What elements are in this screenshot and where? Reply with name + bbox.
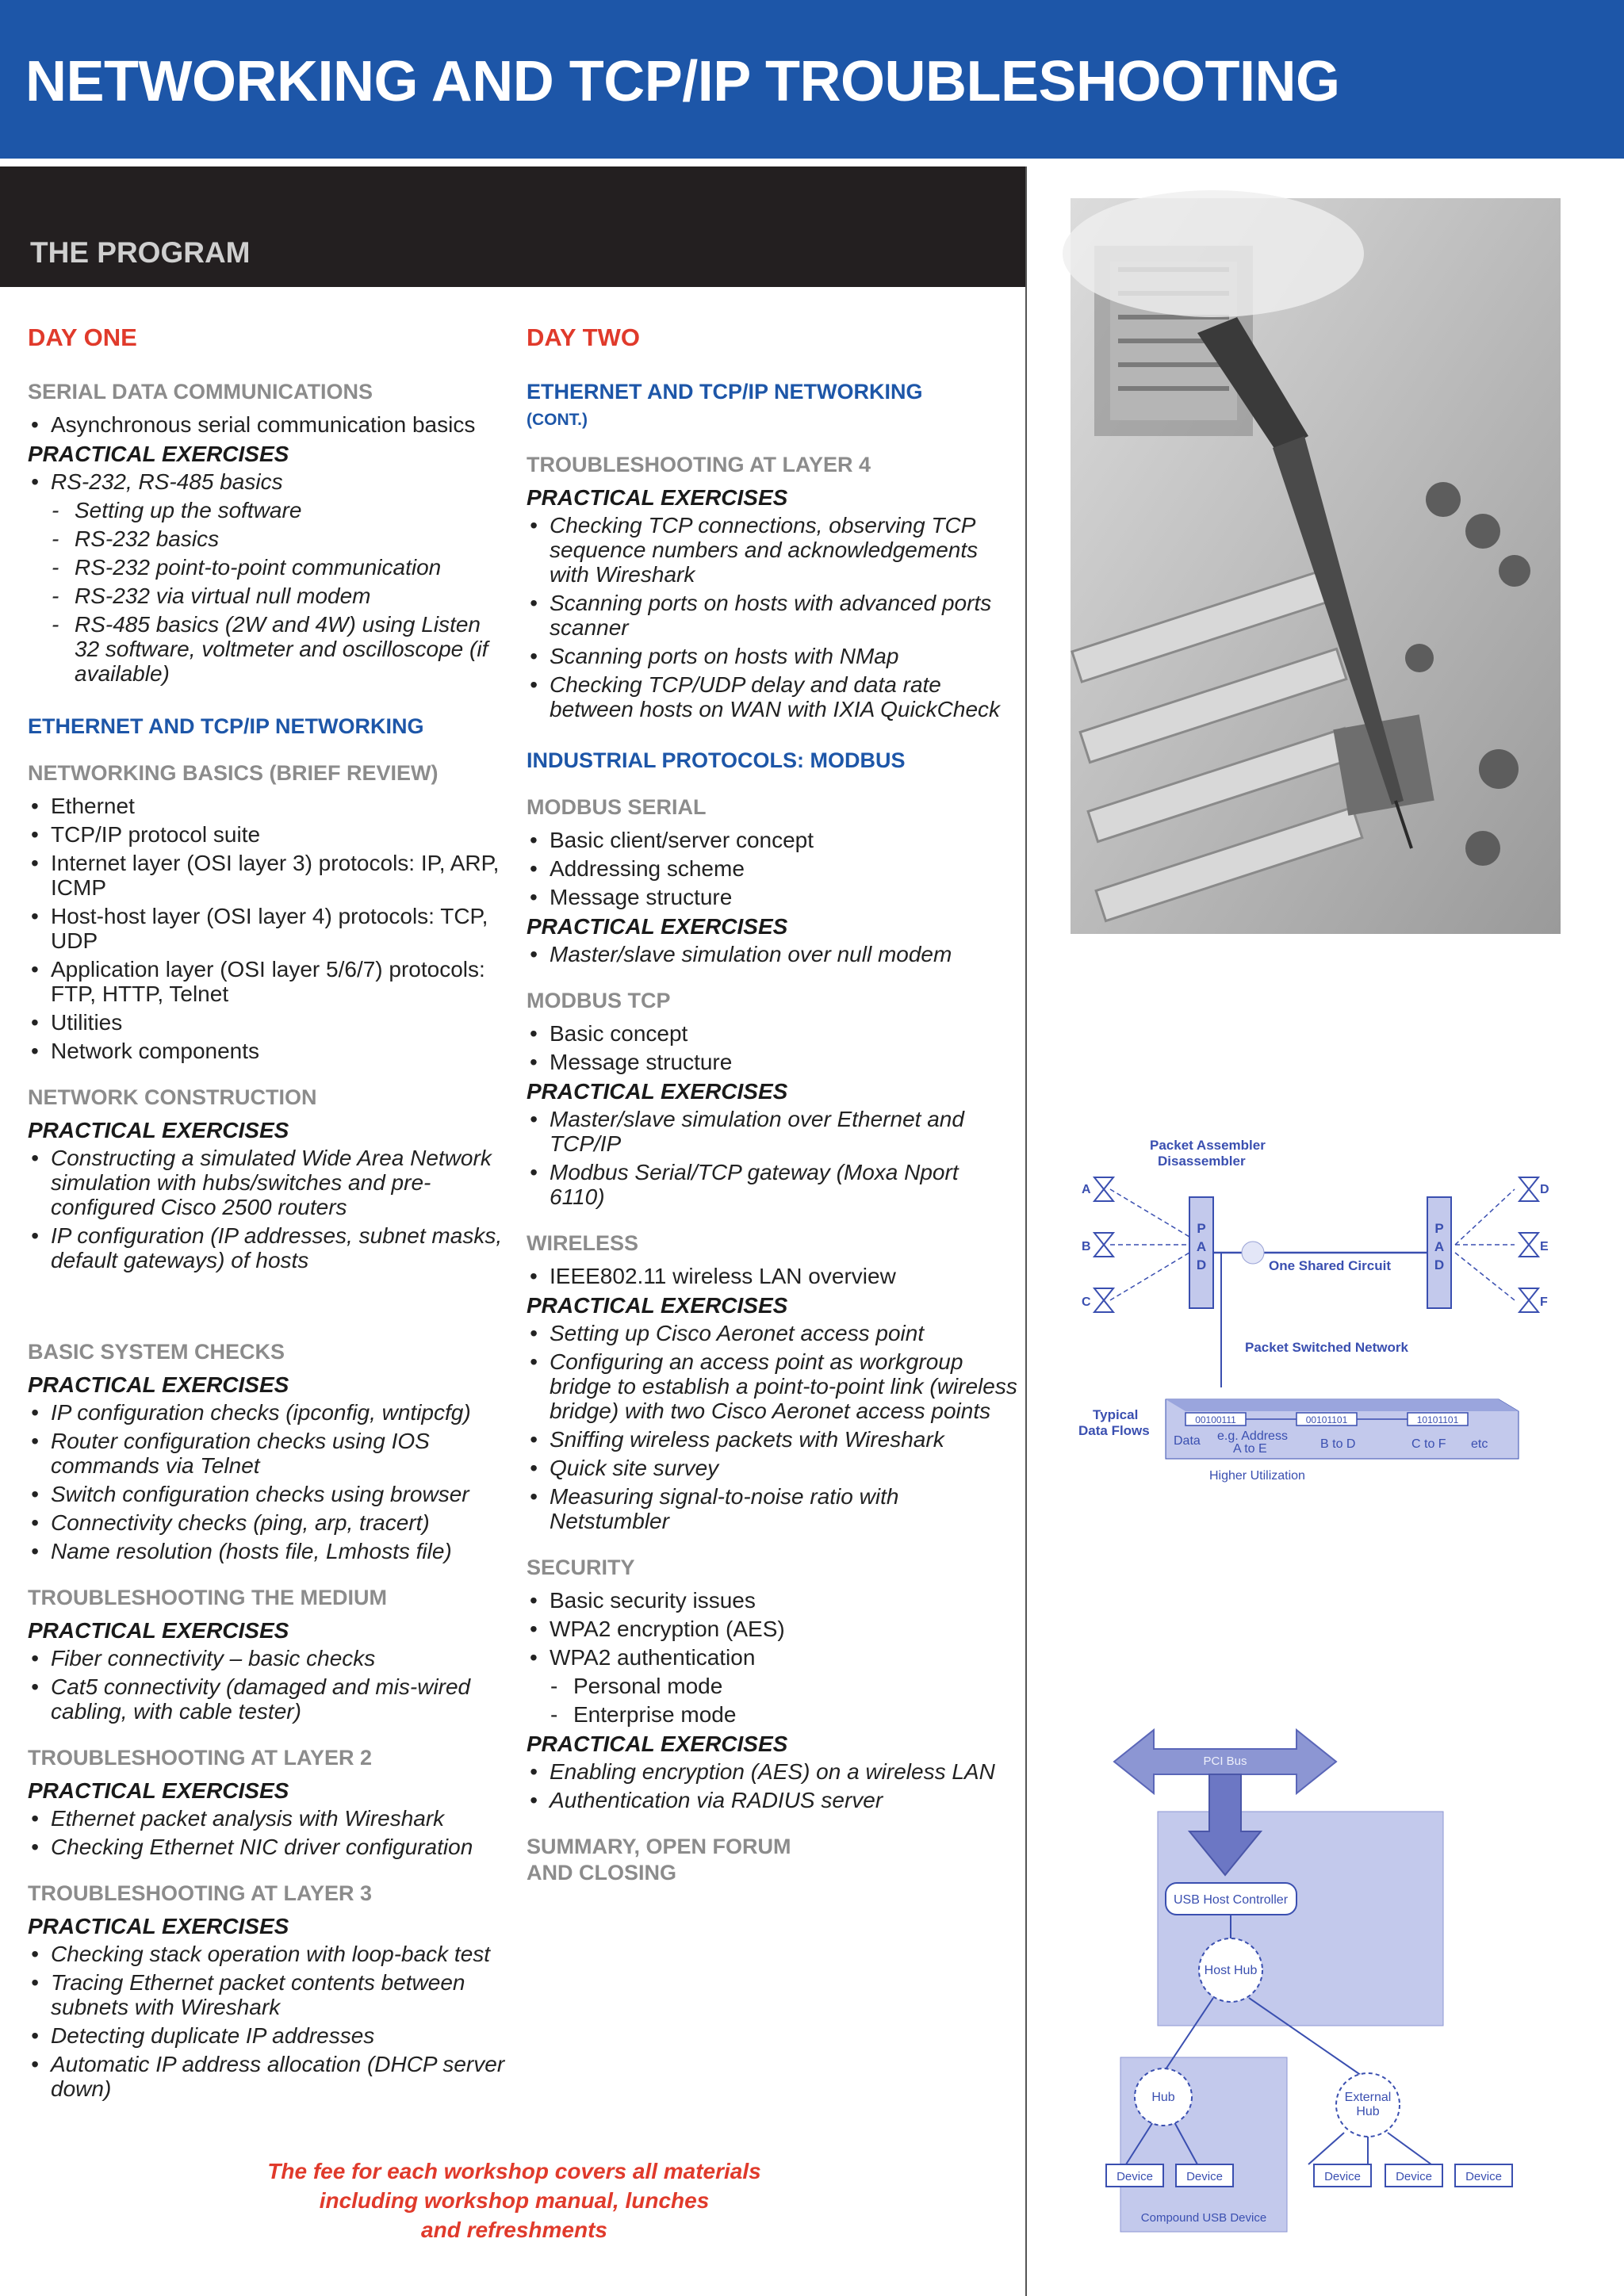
security-heading: SECURITY — [527, 1556, 635, 1579]
list-item: • Scanning ports on hosts with NMap — [527, 644, 1018, 668]
list-item: • Addressing scheme — [527, 856, 1018, 881]
checks-heading: BASIC SYSTEM CHECKS — [28, 1340, 285, 1364]
practical-exercises-label: PRACTICAL EXERCISES — [527, 485, 788, 510]
list-subitem: - RS-232 basics — [28, 526, 508, 551]
list-item: • Basic concept — [527, 1021, 1018, 1046]
pad-letter: A — [1434, 1239, 1445, 1254]
packet-bits: 00101101 — [1305, 1414, 1348, 1425]
day-one-column — [28, 325, 508, 2105]
list-item: • Network components — [28, 1039, 508, 1063]
wireless-heading: WIRELESS — [527, 1231, 639, 1255]
route-label: etc — [1471, 1437, 1488, 1451]
modbus-serial-heading: MODBUS SERIAL — [527, 795, 707, 819]
list-item: • IEEE802.11 wireless LAN overview — [527, 1264, 1018, 1288]
list-item: • Measuring signal-to-noise ratio with Netstumbler — [527, 1484, 1018, 1533]
checks-list — [28, 1400, 508, 1563]
program-label: THE PROGRAM — [30, 236, 251, 269]
wireless-list — [527, 1264, 1018, 1288]
shared-circuit-label: One Shared Circuit — [1269, 1258, 1391, 1273]
device-label: Device — [1396, 2170, 1432, 2183]
serial-exercise-list — [28, 469, 508, 686]
list-item: • WPA2 encryption (AES) — [527, 1617, 1018, 1641]
list-item: • Application layer (OSI layer 5/6/7) protocols: FTP, HTTP, Telnet — [28, 957, 508, 1006]
header-banner — [0, 0, 1624, 159]
typical-label: Typical — [1093, 1407, 1139, 1422]
list-item: • Master/slave simulation over Ethernet and TCP/IP — [527, 1107, 1018, 1156]
modbus-serial-list — [527, 828, 1018, 909]
packet-network-diagram — [1071, 1126, 1549, 1522]
ethernet-heading: ETHERNET AND TCP/IP NETWORKING — [28, 714, 424, 738]
day-two-column — [527, 325, 1018, 1893]
host-hub-label: Host Hub — [1204, 1964, 1258, 1977]
external-hub-label: Hub — [1356, 2105, 1380, 2118]
layer4-heading: TROUBLESHOOTING AT LAYER 4 — [527, 453, 871, 476]
list-subitem: - RS-232 via virtual null modem — [28, 584, 508, 608]
list-item: • Ethernet — [28, 794, 508, 818]
medium-heading: TROUBLESHOOTING THE MEDIUM — [28, 1586, 387, 1609]
list-item: • Sniffing wireless packets with Wireshark — [527, 1427, 1018, 1452]
device-label: Device — [1465, 2170, 1502, 2183]
summary-heading-line2: AND CLOSING — [527, 1861, 676, 1885]
layer3-list — [28, 1942, 508, 2101]
external-hub-label: External — [1344, 2091, 1392, 2104]
list-item: • Setting up Cisco Aeronet access point — [527, 1321, 1018, 1345]
node-label: C — [1082, 1295, 1091, 1309]
modbus-tcp-list — [527, 1021, 1018, 1074]
list-item: • WPA2 authentication — [527, 1645, 1018, 1670]
layer4-list — [527, 513, 1018, 721]
list-item: • Switch configuration checks using browser — [28, 1482, 508, 1506]
device-label: Device — [1186, 2170, 1223, 2183]
list-subitem: - RS-232 point-to-point communication — [28, 555, 508, 580]
list-item: • Basic client/server concept — [527, 828, 1018, 852]
pad-title: Packet Assembler — [1150, 1138, 1266, 1153]
list-item: • Checking TCP connections, observing TCP sequence numbers and acknowledgements with Wireshark — [527, 513, 1018, 587]
list-item: • Message structure — [527, 1050, 1018, 1074]
security-exercise-list — [527, 1759, 1018, 1812]
host-controller-label: USB Host Controller — [1173, 1893, 1289, 1907]
pad-title: Disassembler — [1158, 1154, 1246, 1169]
list-item: • Fiber connectivity – basic checks — [28, 1646, 508, 1670]
day-one-title: DAY ONE — [28, 323, 137, 351]
pad-letter: P — [1197, 1221, 1206, 1236]
node-label: E — [1540, 1240, 1549, 1253]
list-subitem: - Setting up the software — [28, 498, 508, 522]
closing-line: The fee for each workshop covers all materials — [267, 2159, 761, 2183]
basics-heading: NETWORKING BASICS (BRIEF REVIEW) — [28, 761, 439, 785]
list-item: • Detecting duplicate IP addresses — [28, 2023, 508, 2048]
construction-heading: NETWORK CONSTRUCTION — [28, 1085, 317, 1109]
route-label: B to D — [1320, 1437, 1356, 1451]
medium-list — [28, 1646, 508, 1724]
list-item: • Message structure — [527, 885, 1018, 909]
cont-label: (CONT.) — [527, 411, 588, 429]
closing-line: and refreshments — [421, 2218, 607, 2242]
page-title: NETWORKING AND TCP/IP TROUBLESHOOTING — [25, 50, 1340, 113]
layer3-heading: TROUBLESHOOTING AT LAYER 3 — [28, 1881, 373, 1905]
node-label: A — [1082, 1183, 1091, 1196]
list-item: • Checking stack operation with loop-back test — [28, 1942, 508, 1966]
list-item: • RS-232, RS-485 basics — [28, 469, 508, 494]
pad-letter: P — [1434, 1221, 1444, 1236]
practical-exercises-label: PRACTICAL EXERCISES — [28, 1118, 289, 1142]
serial-list — [28, 412, 508, 437]
layer2-heading: TROUBLESHOOTING AT LAYER 2 — [28, 1746, 373, 1770]
typical-label: Data Flows — [1078, 1423, 1150, 1438]
list-subitem: - Enterprise mode — [527, 1702, 1018, 1727]
packet-bits: 10101101 — [1416, 1414, 1459, 1425]
list-item: • Quick site survey — [527, 1456, 1018, 1480]
list-item: • Master/slave simulation over null modem — [527, 942, 1018, 966]
circuit-node — [1242, 1242, 1264, 1264]
list-item: • Authentication via RADIUS server — [527, 1788, 1018, 1812]
device-label: Device — [1324, 2170, 1361, 2183]
list-item: • Host-host layer (OSI layer 4) protocols: TCP, UDP — [28, 904, 508, 953]
column-divider — [1025, 166, 1027, 2296]
practical-exercises-label: PRACTICAL EXERCISES — [527, 1732, 788, 1756]
layer2-list — [28, 1806, 508, 1859]
packet-bits: 00100111 — [1195, 1414, 1236, 1425]
list-item: • Configuring an access point as workgroup bridge to establish a point-to-point link (wireless bridge) with two Cisco Aeronet access points — [527, 1349, 1018, 1423]
list-item: • Internet layer (OSI layer 3) protocols: IP, ARP, ICMP — [28, 851, 508, 900]
pci-bus-label: PCI Bus — [1203, 1755, 1247, 1768]
pad-letter: A — [1196, 1239, 1207, 1254]
packet-network-label: Packet Switched Network — [1245, 1340, 1408, 1355]
modbus-tcp-heading: MODBUS TCP — [527, 989, 671, 1012]
list-item: • Modbus Serial/TCP gateway (Moxa Nport 6110) — [527, 1160, 1018, 1209]
list-item: • Cat5 connectivity (damaged and mis-wired cabling, with cable tester) — [28, 1674, 508, 1724]
list-item: • IP configuration (IP addresses, subnet masks, default gateways) of hosts — [28, 1223, 508, 1272]
practical-exercises-label: PRACTICAL EXERCISES — [28, 1914, 289, 1938]
list-item: • Scanning ports on hosts with advanced ports scanner — [527, 591, 1018, 640]
pad-letter: D — [1434, 1257, 1445, 1272]
program-band — [0, 166, 1025, 287]
practical-exercises-label: PRACTICAL EXERCISES — [527, 914, 788, 939]
list-item: • Tracing Ethernet packet contents between subnets with Wireshark — [28, 1970, 508, 2019]
spacer — [28, 1276, 508, 1318]
list-item: • Checking Ethernet NIC driver configuration — [28, 1835, 508, 1859]
day-two-title: DAY TWO — [527, 323, 640, 351]
list-item: • Enabling encryption (AES) on a wireless LAN — [527, 1759, 1018, 1784]
ethernet-cont-heading: ETHERNET AND TCP/IP NETWORKING — [527, 380, 923, 404]
practical-exercises-label: PRACTICAL EXERCISES — [28, 1372, 289, 1397]
compound-device-label: Compound USB Device — [1140, 2211, 1267, 2225]
route-label: A to E — [1233, 1442, 1267, 1456]
practical-exercises-label: PRACTICAL EXERCISES — [527, 1293, 788, 1318]
list-item: • Asynchronous serial communication basics — [28, 412, 508, 437]
list-subitem: - Personal mode — [527, 1674, 1018, 1698]
list-item: • Constructing a simulated Wide Area Network simulation with hubs/switches and pre-configured Cisco 2500 routers — [28, 1146, 508, 1219]
practical-exercises-label: PRACTICAL EXERCISES — [28, 1618, 289, 1643]
list-item: • Utilities — [28, 1010, 508, 1035]
route-label: C to F — [1411, 1437, 1446, 1451]
construction-list — [28, 1146, 508, 1272]
wireless-exercise-list — [527, 1321, 1018, 1533]
node-label: D — [1540, 1183, 1549, 1196]
node-label: F — [1540, 1295, 1548, 1309]
list-item: • Ethernet packet analysis with Wireshark — [28, 1806, 508, 1831]
practical-exercises-label: PRACTICAL EXERCISES — [28, 1778, 289, 1803]
utilization-label: Higher Utilization — [1209, 1469, 1305, 1483]
basics-list — [28, 794, 508, 1063]
circuit-board-photo — [1071, 198, 1561, 934]
address-label: e.g. Address — [1217, 1429, 1288, 1443]
node-label: B — [1082, 1240, 1091, 1253]
usb-topology-diagram — [1106, 1720, 1526, 2236]
list-item: • Router configuration checks using IOS commands via Telnet — [28, 1429, 508, 1478]
list-item: • TCP/IP protocol suite — [28, 822, 508, 847]
closing-line: including workshop manual, lunches — [319, 2188, 710, 2213]
modbus-heading: INDUSTRIAL PROTOCOLS: MODBUS — [527, 748, 906, 772]
list-item: • Connectivity checks (ping, arp, tracert) — [28, 1510, 508, 1535]
security-list — [527, 1588, 1018, 1727]
list-item: • Name resolution (hosts file, Lmhosts file) — [28, 1539, 508, 1563]
pad-letter: D — [1196, 1257, 1207, 1272]
serial-heading: SERIAL DATA COMMUNICATIONS — [28, 380, 373, 404]
list-item: • Automatic IP address allocation (DHCP server down) — [28, 2052, 508, 2101]
device-label: Device — [1116, 2170, 1153, 2183]
data-label: Data — [1174, 1434, 1201, 1448]
practical-exercises-label: PRACTICAL EXERCISES — [527, 1079, 788, 1104]
summary-heading-line1: SUMMARY, OPEN FORUM — [527, 1835, 791, 1858]
list-item: • Checking TCP/UDP delay and data rate between hosts on WAN with IXIA QuickCheck — [527, 672, 1018, 721]
practical-exercises-label: PRACTICAL EXERCISES — [28, 442, 289, 466]
list-item: • Basic security issues — [527, 1588, 1018, 1613]
modbus-serial-exercise-list — [527, 942, 1018, 966]
closing-note — [266, 2156, 763, 2244]
modbus-tcp-exercise-list — [527, 1107, 1018, 1209]
list-subitem: - RS-485 basics (2W and 4W) using Listen 32 software, voltmeter and oscilloscope (if available) — [28, 612, 508, 686]
list-item: • IP configuration checks (ipconfig, wntipcfg) — [28, 1400, 508, 1425]
hub-label: Hub — [1151, 2091, 1175, 2104]
